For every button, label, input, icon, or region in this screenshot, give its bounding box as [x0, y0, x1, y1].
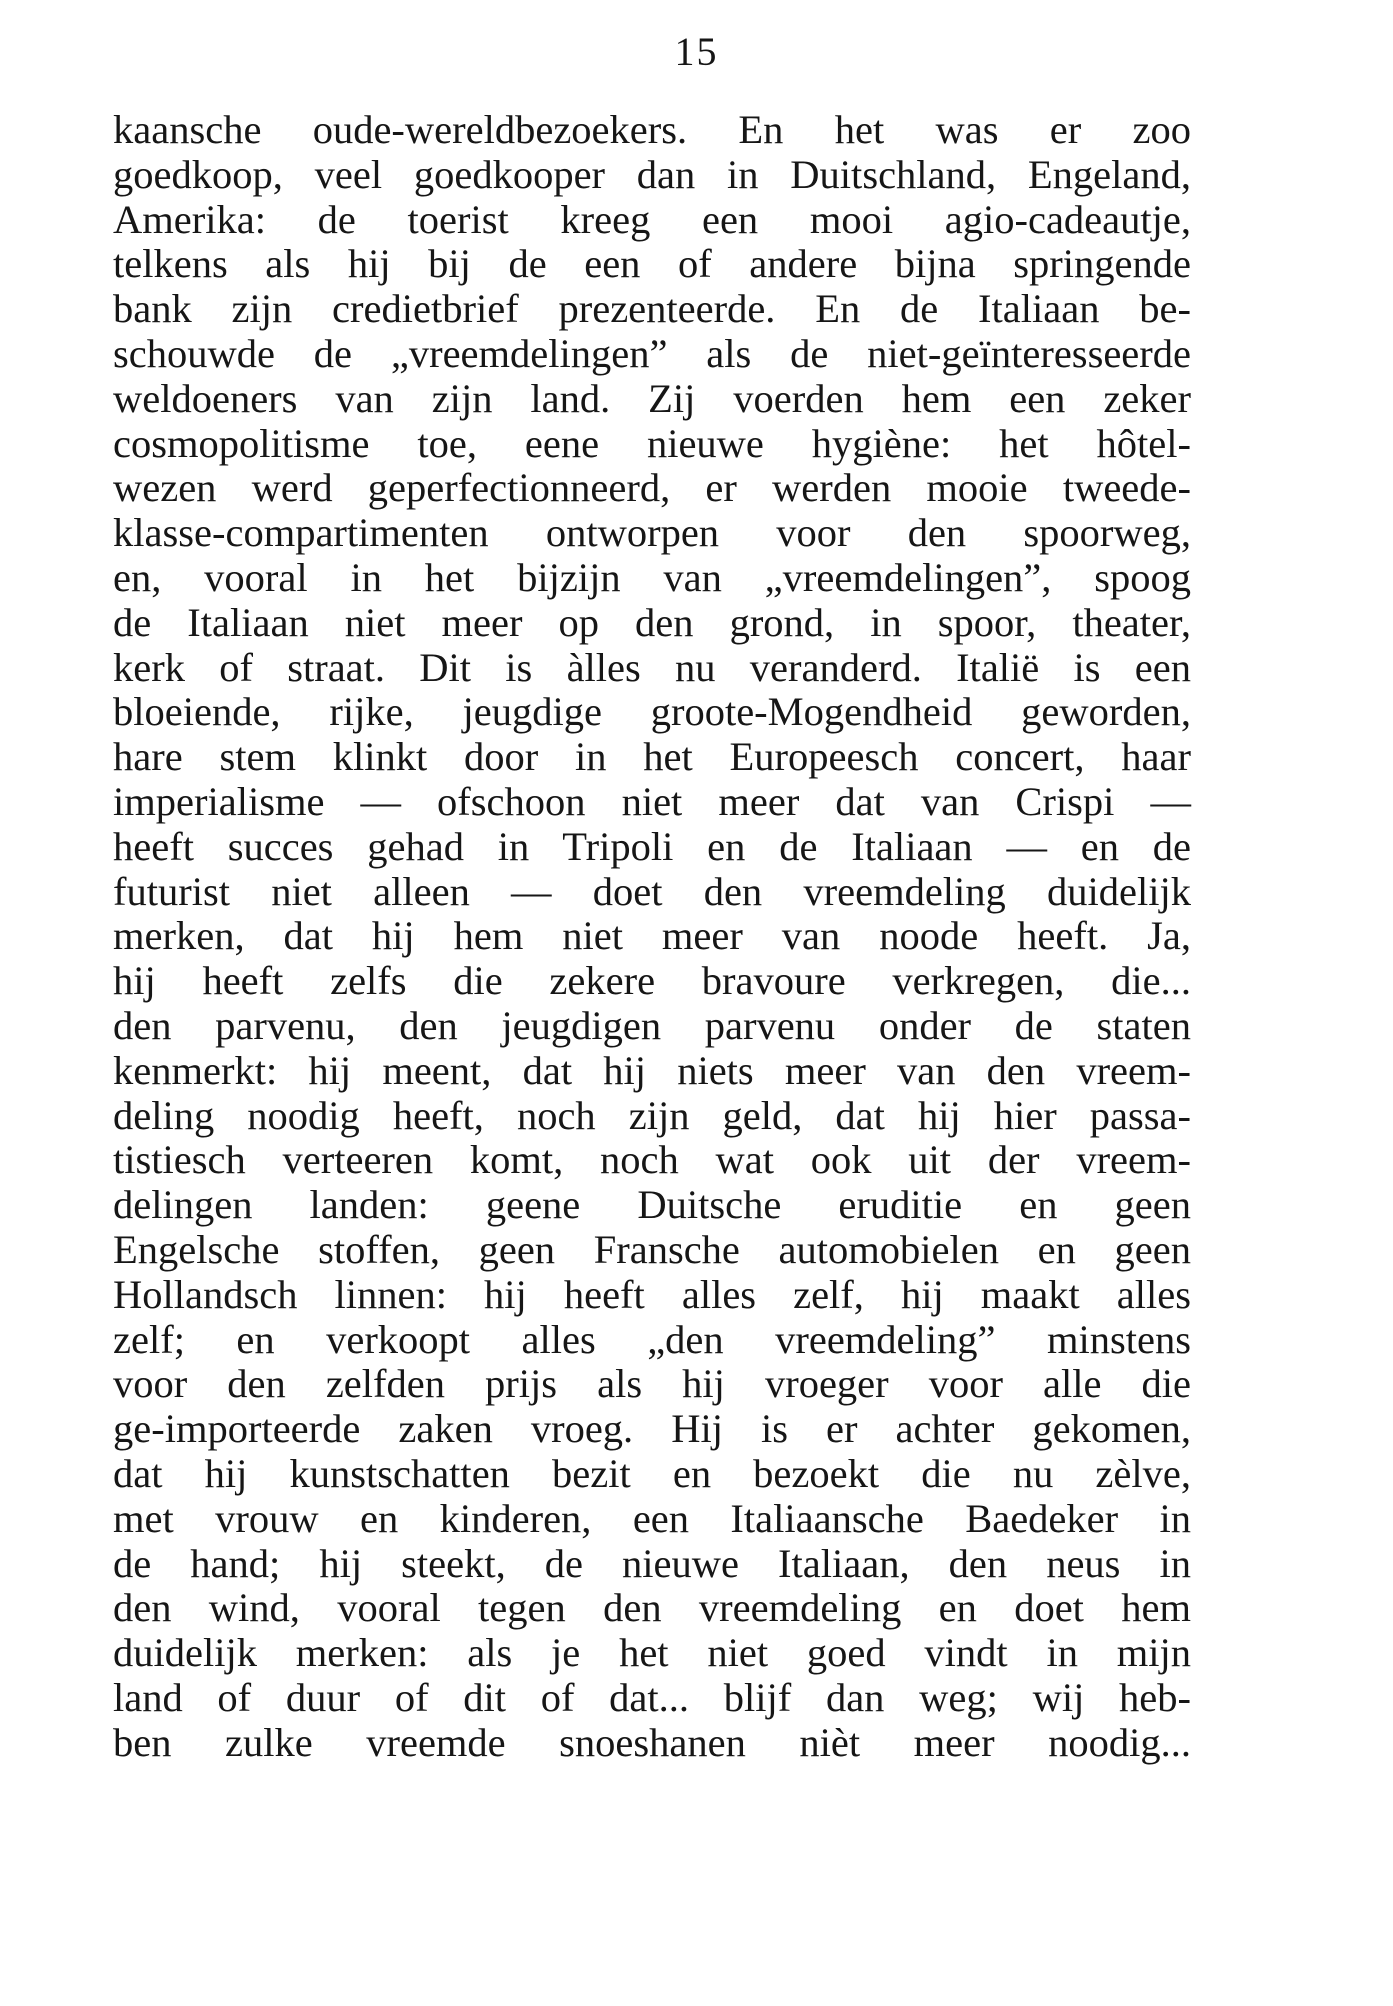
text-line: Hollandsch linnen: hij heeft alles zelf, hij maakt alles: [113, 1271, 1191, 1317]
text-line: land of duur of dit of dat... blijf dan weg; wij heb-: [113, 1674, 1191, 1720]
text-line: en, vooral in het bijzijn van „vreemdelingen”, spoog: [113, 554, 1191, 600]
text-line: den parvenu, den jeugdigen parvenu onder de staten: [113, 1002, 1191, 1048]
text-line: weldoeners van zijn land. Zij voerden hem een zeker: [113, 375, 1191, 421]
text-line: kaansche oude-wereldbezoekers. En het was er zoo: [113, 107, 1191, 152]
text-line: kerk of straat. Dit is àlles nu veranderd. Italië is een: [113, 644, 1191, 690]
text-line: kenmerkt: hij meent, dat hij niets meer van den vreem-: [113, 1047, 1191, 1093]
text-line: futurist niet alleen — doet den vreemdeling duidelijk: [113, 868, 1191, 914]
text-line: de hand; hij steekt, de nieuwe Italiaan, den neus in: [113, 1540, 1191, 1586]
text-line: hij heeft zelfs die zekere bravoure verkregen, die...: [113, 958, 1191, 1004]
text-line: zelf; en verkoopt alles „den vreemdeling” minstens: [113, 1316, 1191, 1362]
text-line: bank zijn credietbrief prezenteerde. En de Italiaan be-: [113, 286, 1191, 332]
text-line: imperialisme — ofschoon niet meer dat van Crispi —: [113, 778, 1191, 824]
text-line: Amerika: de toerist kreeg een mooi agio-cadeautje,: [113, 196, 1191, 242]
text-line: goedkoop, veel goedkooper dan in Duitschland, Engeland,: [113, 151, 1191, 197]
text-line: merken, dat hij hem niet meer van noode heeft. Ja,: [113, 913, 1191, 959]
text-line: voor den zelfden prijs als hij vroeger voor alle die: [113, 1361, 1191, 1407]
text-line: deling noodig heeft, noch zijn geld, dat hij hier passa-: [113, 1092, 1191, 1138]
text-line: cosmopolitisme toe, eene nieuwe hygiène: het hôtel-: [113, 420, 1191, 466]
text-line: Engelsche stoffen, geen Fransche automobielen en geen: [113, 1226, 1191, 1272]
text-line: bloeiende, rijke, jeugdige groote-Mogendheid geworden,: [113, 689, 1191, 735]
text-line: delingen landen: geene Duitsche eruditie en geen: [113, 1182, 1191, 1228]
text-line: den wind, vooral tegen den vreemdeling en doet hem: [113, 1585, 1191, 1631]
text-line: ge-importeerde zaken vroeg. Hij is er achter gekomen,: [113, 1406, 1191, 1452]
text-line: met vrouw en kinderen, een Italiaansche Baedeker in: [113, 1495, 1191, 1541]
text-line: heeft succes gehad in Tripoli en de Italiaan — en de: [113, 823, 1191, 869]
text-line: telkens als hij bij de een of andere bijna springende: [113, 241, 1191, 287]
body-text: [113, 108, 1191, 1765]
text-line: wezen werd geperfectionneerd, er werden mooie tweede-: [113, 465, 1191, 511]
text-line: duidelijk merken: als je het niet goed vindt in mijn: [113, 1630, 1191, 1676]
text-line: de Italiaan niet meer op den grond, in spoor, theater,: [113, 599, 1191, 645]
text-line: hare stem klinkt door in het Europeesch concert, haar: [113, 734, 1191, 780]
text-line: schouwde de „vreemdelingen” als de niet-geïnteresseerde: [113, 330, 1191, 376]
text-line: klasse-compartimenten ontworpen voor den spoorweg,: [113, 510, 1191, 556]
text-line: tistiesch verteeren komt, noch wat ook uit der vreem-: [113, 1137, 1191, 1183]
text-line: ben zulke vreemde snoeshanen nièt meer noodig...: [113, 1719, 1191, 1765]
text-line: dat hij kunstschatten bezit en bezoekt die nu zèlve,: [113, 1450, 1191, 1496]
page-number: 15: [674, 29, 719, 74]
